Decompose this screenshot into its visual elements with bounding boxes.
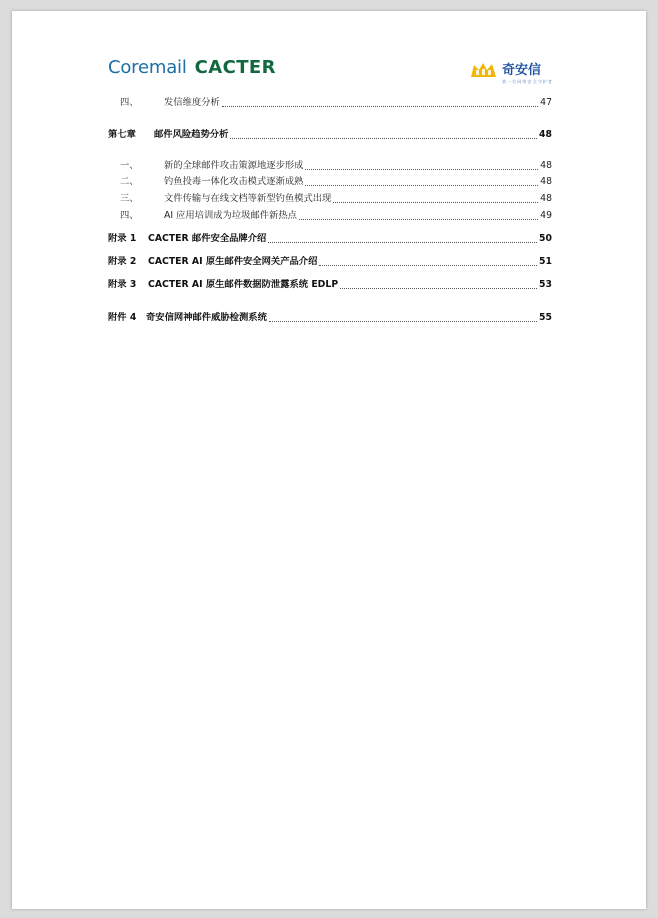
toc-leader-dots — [299, 217, 538, 220]
toc-entry[interactable] — [108, 208, 552, 222]
toc-entry[interactable] — [108, 231, 552, 245]
toc-entry[interactable] — [108, 310, 552, 324]
toc-entry[interactable] — [108, 158, 552, 172]
document-page — [12, 11, 646, 909]
qianxin-mark-icon — [469, 61, 499, 79]
toc-entry-page: 48 — [539, 129, 552, 140]
toc-entry-page: 53 — [539, 279, 552, 290]
toc-entry[interactable] — [108, 174, 552, 188]
toc-entry-title: CACTER 邮件安全品牌介绍 — [148, 233, 267, 244]
toc-entry-page: 55 — [539, 312, 552, 323]
toc-entry-title: CACTER AI 原生邮件数据防泄露系统 EDLP — [148, 279, 339, 290]
toc-entry[interactable] — [108, 95, 552, 109]
toc-entry-title: CACTER AI 原生邮件安全网关产品介绍 — [148, 256, 318, 267]
toc-entry-page: 48 — [540, 160, 552, 171]
toc-entry-page: 48 — [540, 176, 552, 187]
toc-entry-page: 48 — [540, 193, 552, 204]
toc-entry-number: 附录 1 — [108, 233, 137, 244]
qianxin-logo-text: 奇安信 — [502, 63, 542, 78]
toc-entry-page: 49 — [540, 210, 552, 221]
toc-entry-page: 51 — [539, 256, 552, 267]
toc-leader-dots — [230, 136, 537, 139]
toc-entry-number: 二、 — [120, 176, 139, 187]
qianxin-slogan: 第一位网络安全守护者 — [502, 79, 553, 84]
toc-leader-dots — [340, 286, 537, 289]
toc-entry-number: 第七章 — [108, 129, 136, 140]
toc-entry-number: 一、 — [120, 160, 139, 171]
toc-entry-number: 附录 3 — [108, 279, 137, 290]
toc-leader-dots — [319, 263, 537, 266]
toc-entry[interactable] — [108, 127, 552, 141]
toc-entry-title: AI 应用培训成为垃圾邮件新热点 — [164, 210, 297, 221]
toc-leader-dots — [305, 167, 538, 170]
toc-entry-number: 三、 — [120, 193, 139, 204]
coremail-logo-text: Coremail — [108, 57, 187, 78]
toc-entry-number: 附录 2 — [108, 256, 137, 267]
qianxin-logo — [469, 57, 559, 87]
toc-entry-number: 四、 — [120, 97, 139, 108]
cacter-logo-text: CACTER — [194, 57, 276, 78]
toc-leader-dots — [269, 319, 537, 322]
toc-entry[interactable] — [108, 277, 552, 291]
coremail-cacter-logo — [108, 57, 276, 79]
toc-entry-title: 奇安信网神邮件威胁检测系统 — [146, 312, 267, 323]
page-header — [12, 11, 646, 91]
toc-entry-number: 四、 — [120, 210, 139, 221]
toc-entry-title: 发信维度分析 — [164, 97, 220, 108]
toc-entry-page: 50 — [539, 233, 552, 244]
toc-entry-page: 47 — [540, 97, 552, 108]
toc-entry-title: 邮件风险趋势分析 — [154, 129, 229, 140]
toc-entry[interactable] — [108, 191, 552, 205]
toc-leader-dots — [305, 183, 538, 186]
toc-leader-dots — [268, 240, 537, 243]
toc-leader-dots — [333, 200, 538, 203]
toc-entry-number: 附件 4 — [108, 312, 137, 323]
toc-entry-title: 文件传输与在线文档等新型钓鱼模式出现 — [164, 193, 332, 204]
toc-entry-title: 钓鱼投毒一体化攻击模式逐渐成熟 — [164, 176, 304, 187]
toc-entry-title: 新的全球邮件攻击策源地逐步形成 — [164, 160, 304, 171]
toc-entry[interactable] — [108, 254, 552, 268]
toc-leader-dots — [222, 104, 538, 107]
